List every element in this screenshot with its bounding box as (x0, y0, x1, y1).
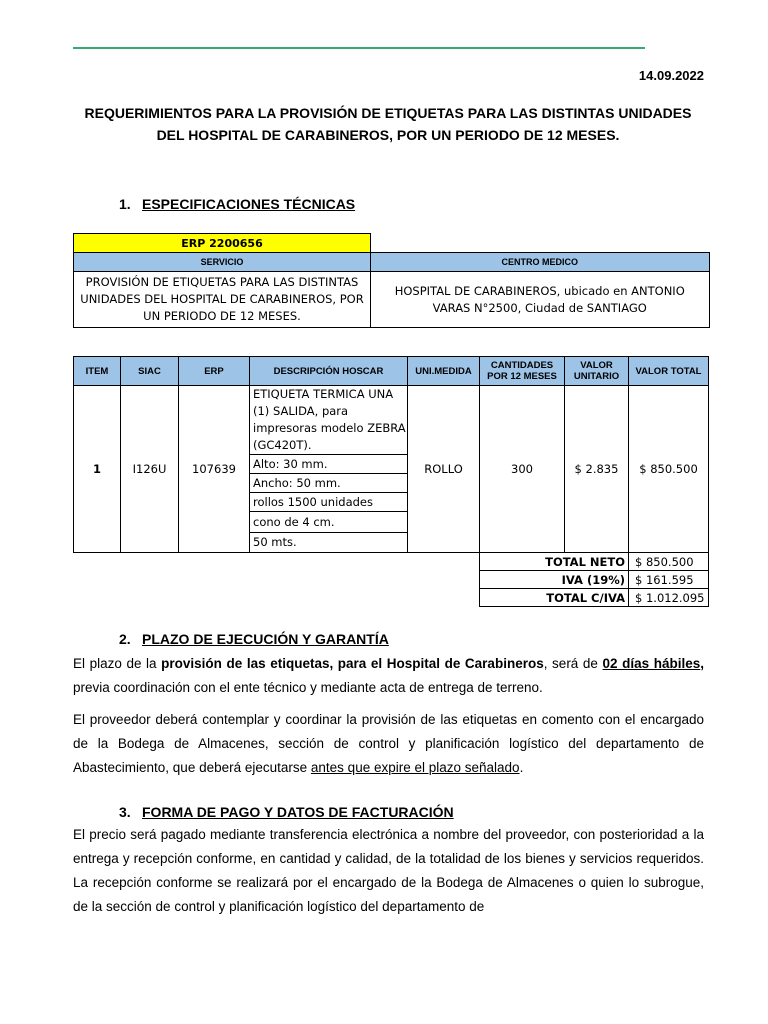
total-civa-label: TOTAL C/IVA (480, 589, 629, 607)
document-date: 14.09.2022 (638, 68, 704, 83)
text-run-bold: provisión de las etiquetas, para el Hospital de Carabineros (161, 656, 544, 671)
desc-line: Ancho: 50 mm. (250, 474, 408, 493)
cell-unidad: ROLLO (408, 386, 480, 553)
section-3-paragraph-1: El precio será pagado mediante transferencia electrónica a nombre del proveedor, con posterioridad a la entrega y recepción conforme, en cantidad y calidad, de la totalidad de los bienes y servicios requeridos. La recepción conforme se realizará por el encargado de la Bodega de Almacenes o quien lo subrogue, de la sección de control y planificación logístico del departamento de (73, 827, 704, 914)
erp-code: ERP 2200656 (74, 234, 371, 253)
col-unidad: UNI.MEDIDA (408, 357, 480, 386)
section-3-heading (119, 804, 454, 820)
document-title (60, 102, 716, 146)
section-2-heading (119, 631, 389, 647)
total-neto-label: TOTAL NETO (480, 553, 629, 571)
cell-valor-unitario: $ 2.835 (565, 386, 629, 553)
section-label: FORMA DE PAGO Y DATOS DE FACTURACIÓN (142, 804, 454, 820)
total-civa-value: $ 1.012.095 (629, 589, 709, 607)
cell-item: 1 (74, 386, 121, 553)
col-item: ITEM (74, 357, 121, 386)
spacer (74, 589, 480, 607)
col-siac: SIAC (121, 357, 179, 386)
section-number: 2. (119, 631, 131, 647)
section-2-paragraph-2 (73, 708, 704, 780)
desc-line: Alto: 30 mm. (250, 455, 408, 474)
title-line-1: REQUERIMIENTOS PARA LA PROVISIÓN DE ETIQUETAS PARA LAS DISTINTAS UNIDADES (84, 105, 692, 121)
desc-line: rollos 1500 unidades (250, 493, 408, 512)
servicio-cell: PROVISIÓN DE ETIQUETAS PARA LAS DISTINTAS UNIDADES DEL HOSPITAL DE CARABINEROS, POR UN PERIODO DE 12 MESES. (74, 272, 371, 328)
spacer (74, 571, 480, 589)
blank-cell (371, 234, 710, 253)
cell-siac: I126U (121, 386, 179, 553)
centro-cell: HOSPITAL DE CARABINEROS, ubicado en ANTONIO VARAS N°2500, Ciudad de SANTIAGO (371, 272, 710, 328)
text-run: previa coordinación con el ente técnico y mediante acta de entrega de terreno. (73, 680, 543, 695)
spacer (74, 553, 480, 571)
col-descripcion: DESCRIPCIÓN HOSCAR (250, 357, 408, 386)
cell-erp: 107639 (179, 386, 250, 553)
text-run: , será de (543, 656, 603, 671)
col-erp: ERP (179, 357, 250, 386)
iva-value: $ 161.595 (629, 571, 709, 589)
iva-label: IVA (19%) (480, 571, 629, 589)
text-run-underline: antes que expire el plazo señalado (310, 760, 520, 775)
section-2-paragraph-1 (73, 652, 704, 700)
text-run: . (519, 760, 524, 775)
text-run: El proveedor deberá contemplar y coordinar la provisión de las etiquetas en comento con el encargado de la Bodega de Almacenes, sección de control y planificación logístico del departamento de Abastecimiento, que deberá ejecutarse (73, 712, 704, 775)
section-1-heading (119, 196, 355, 212)
section-number: 1. (119, 196, 131, 212)
cell-cantidad: 300 (480, 386, 565, 553)
items-table (73, 356, 709, 607)
text-run: El plazo de la (73, 656, 162, 671)
servicio-header: SERVICIO (74, 253, 371, 272)
desc-line: 50 mts. (250, 533, 408, 553)
section-label: ESPECIFICACIONES TÉCNICAS (142, 196, 356, 212)
total-neto-value: $ 850.500 (629, 553, 709, 571)
header-rule (73, 47, 645, 49)
table-row (74, 386, 709, 455)
section-label: PLAZO DE EJECUCIÓN Y GARANTÍA (142, 631, 389, 647)
desc-line: cono de 4 cm. (250, 512, 408, 533)
section-number: 3. (119, 804, 131, 820)
centro-header: CENTRO MEDICO (371, 253, 710, 272)
text-run-bold: , (700, 656, 705, 671)
col-cantidad: CANTIDADES POR 12 MESES (480, 357, 565, 386)
cell-valor-total: $ 850.500 (629, 386, 709, 553)
title-line-2: DEL HOSPITAL DE CARABINEROS, POR UN PERIODO DE 12 MESES. (156, 127, 620, 143)
col-valor-unitario: VALOR UNITARIO (565, 357, 629, 386)
desc-line: ETIQUETA TERMICA UNA (1) SALIDA, para impresoras modelo ZEBRA (GC420T). (250, 386, 408, 455)
col-valor-total: VALOR TOTAL (629, 357, 709, 386)
text-run-bold-underline: 02 días hábiles (602, 656, 701, 671)
erp-table (73, 233, 710, 328)
